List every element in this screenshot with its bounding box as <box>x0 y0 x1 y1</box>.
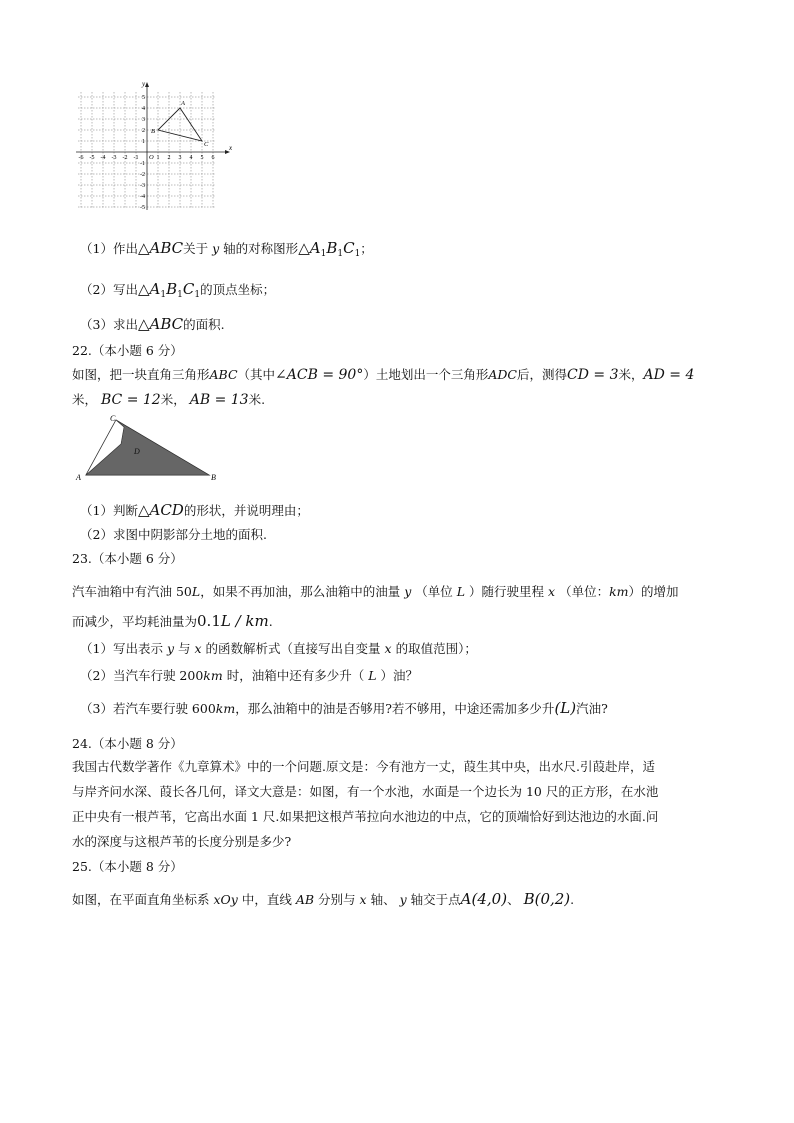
subscript: 1 <box>337 249 344 259</box>
text: （1）判断 <box>80 503 138 518</box>
text: ）随行驶里程 <box>469 584 545 599</box>
text: 的顶点坐标； <box>200 282 276 297</box>
x-tick: -4 <box>100 155 106 161</box>
text: （1）写出表示 <box>80 641 163 656</box>
math-a1: A <box>149 280 161 298</box>
q21-part2 <box>80 280 275 300</box>
q24-line2: 与岸齐问水深、葭长各几何，译文大意是：如图，有一个水池，水面是一个边长为 10 尺的正方形，在水池 <box>72 784 659 799</box>
q23-part2 <box>80 666 418 684</box>
origin-label: O <box>149 154 154 161</box>
math: x <box>194 641 202 656</box>
q23-part1 <box>80 639 477 657</box>
x-axis-label: x <box>229 144 233 152</box>
q24-header: 24.（本小题 8 分） <box>72 736 183 751</box>
subscript: 1 <box>194 290 201 300</box>
text: ，那么油箱中的油是否够用?若不够用，中途还需加多少升 <box>235 701 555 716</box>
x-tick: 1 <box>156 155 160 161</box>
text: 中，直线 <box>241 892 292 907</box>
math: x <box>384 641 392 656</box>
q22-line2 <box>72 390 265 408</box>
text: 米， <box>72 392 98 407</box>
q21-part3 <box>80 315 225 333</box>
coordinate-grid-figure <box>70 80 240 212</box>
math-point-a: A(4,0) <box>460 890 508 908</box>
x-tick: 2 <box>167 155 171 161</box>
q23-header: 23.（本小题 6 分） <box>72 551 183 566</box>
q25-header: 25.（本小题 8 分） <box>72 859 183 874</box>
y-tick: -4 <box>140 194 145 200</box>
point-label-c: C <box>204 141 209 148</box>
x-tick: 4 <box>189 155 193 161</box>
fig-label-d: D <box>134 447 140 456</box>
y-tick: 3 <box>142 117 145 123</box>
math: AB = 13 <box>189 392 249 408</box>
q23-part3 <box>80 699 608 717</box>
math-y: y <box>212 241 220 256</box>
text: 汽车油箱中有汽油 50 <box>72 584 192 599</box>
x-tick: -6 <box>78 155 84 161</box>
text: 后，测得 <box>516 367 567 382</box>
q22-part1 <box>80 501 309 519</box>
text: 的函数解析式（直接写出自变量 <box>205 641 381 656</box>
y-tick: 2 <box>142 128 145 134</box>
q23-line1 <box>72 582 679 600</box>
text: （单位： <box>559 584 610 599</box>
math: AD = 4 <box>643 367 695 383</box>
unit: L <box>191 584 201 599</box>
text: 如图，把一块直角三角形 <box>72 367 210 382</box>
subscript: 1 <box>354 249 361 259</box>
text: （2）当汽车行驶 200 <box>80 668 204 683</box>
text: 关于 <box>183 241 209 256</box>
y-tick: 1 <box>142 139 145 145</box>
triangle-symbol: △ <box>137 280 150 298</box>
fig-label-c: C <box>110 414 116 423</box>
y-tick: -5 <box>140 205 145 211</box>
x-tick: -2 <box>122 155 128 161</box>
text: 与 <box>178 641 191 656</box>
unit: L <box>456 584 466 599</box>
text: 如图，在平面直角坐标系 <box>72 892 210 907</box>
text: 轴交于点 <box>410 892 461 907</box>
text: 的形状，并说明理由； <box>183 503 309 518</box>
q22-triangle-figure <box>74 412 224 482</box>
y-tick: -1 <box>140 161 145 167</box>
math-angle: ∠ACB = 90° <box>275 367 364 383</box>
unit: km <box>609 584 629 599</box>
x-tick-labels <box>79 155 215 161</box>
q22-line1 <box>72 365 694 383</box>
unit: km <box>215 701 236 716</box>
text: 米. <box>248 392 266 407</box>
math-a1: A <box>309 239 321 257</box>
text: 的取值范围）； <box>395 641 477 656</box>
text: ，如果不再加油，那么油箱中的油量 <box>200 584 401 599</box>
math: y <box>166 641 175 656</box>
q24-line1: 我国古代数学著作《九章算术》中的一个问题.原文是：今有池方一丈，葭生其中央，出水尺.引葭赴岸，适 <box>72 759 655 774</box>
text: ； <box>360 241 373 256</box>
math: x <box>359 892 367 907</box>
text: . <box>268 614 273 629</box>
math: ABC <box>209 367 238 382</box>
q21-part1 <box>80 239 373 259</box>
x-tick: 5 <box>200 155 204 161</box>
triangle-abc <box>158 108 202 141</box>
q25-line1 <box>72 890 574 908</box>
text: . <box>570 892 575 907</box>
q22-part2: （2）求图中阴影部分土地的面积. <box>80 527 267 542</box>
subscript: 1 <box>177 290 183 300</box>
math: xOy <box>213 892 238 907</box>
unit: km <box>203 668 223 683</box>
text: （3）若汽车要行驶 600 <box>80 701 216 716</box>
subscript: 1 <box>320 249 327 259</box>
text: 时，油箱中还有多少升（ <box>226 668 365 683</box>
math: ACD <box>149 501 184 519</box>
q24-line3: 正中央有一根芦苇，它高出水面 1 尺.如果把这根芦苇拉向水池边的中点，它的顶端恰好到达池边的水面.问 <box>72 809 659 824</box>
text: （其中 <box>237 367 276 382</box>
text: （2）写出 <box>80 282 138 297</box>
math: BC = 12 <box>101 392 161 408</box>
subscript: 1 <box>160 290 167 300</box>
fig-label-b: B <box>211 473 216 482</box>
math: x <box>548 584 556 599</box>
triangle-symbol: △ <box>137 501 150 519</box>
text: （1）作出 <box>80 241 138 256</box>
triangle-symbol: △ <box>137 239 150 257</box>
math: y <box>404 584 412 599</box>
x-tick: 3 <box>178 155 182 161</box>
triangle-symbol: △ <box>137 315 150 333</box>
text: 汽油? <box>576 701 608 716</box>
text: （3）求出 <box>80 317 138 332</box>
q23-line2 <box>72 612 273 630</box>
point-label-a: A <box>181 100 185 107</box>
text: 轴、 <box>370 892 396 907</box>
text: 米， <box>618 367 644 382</box>
unit: (L) <box>554 699 577 717</box>
x-tick: -5 <box>89 155 95 161</box>
text: 分别与 <box>318 892 356 907</box>
point-label-b: B <box>151 128 155 135</box>
q22-header: 22.（本小题 6 分） <box>72 343 183 358</box>
math: ADC <box>488 367 517 382</box>
text: （单位 <box>415 584 453 599</box>
text: ）油？ <box>380 668 419 683</box>
math-c1: C <box>343 239 355 257</box>
unit: L <box>368 668 377 683</box>
math: CD = 3 <box>567 367 619 383</box>
y-tick-labels <box>140 95 145 211</box>
math-b1: B <box>326 239 338 257</box>
math: L / km <box>220 612 269 630</box>
math: AB <box>295 892 315 907</box>
text: ）的增加 <box>628 584 679 599</box>
text: ）土地划出一个三角形 <box>363 367 489 382</box>
text: 的面积. <box>183 317 225 332</box>
q24-line4: 水的深度与这根芦苇的长度分别是多少? <box>72 834 292 849</box>
math-abc: ABC <box>149 315 184 333</box>
text: 、 <box>507 892 520 907</box>
math-b1: B <box>166 280 178 298</box>
math-point-b: B(0,2) <box>523 890 571 908</box>
x-tick: -3 <box>111 155 117 161</box>
y-axis-label: y <box>142 80 146 88</box>
math: y <box>399 892 407 907</box>
math-abc: ABC <box>149 239 184 257</box>
text: 米， <box>160 392 186 407</box>
x-tick: 6 <box>211 155 215 161</box>
y-tick: -3 <box>140 183 145 189</box>
y-tick: 5 <box>142 95 145 101</box>
math: 0.1 <box>197 612 221 630</box>
y-tick: -2 <box>140 172 145 178</box>
y-tick: 4 <box>142 106 145 112</box>
text: 轴的对称图形 <box>223 241 299 256</box>
math-c1: C <box>182 280 195 298</box>
fig-label-a: A <box>76 473 81 482</box>
text: 而减少，平均耗油量为 <box>72 614 198 629</box>
triangle-symbol: △ <box>298 239 310 257</box>
x-tick: -1 <box>133 155 139 161</box>
